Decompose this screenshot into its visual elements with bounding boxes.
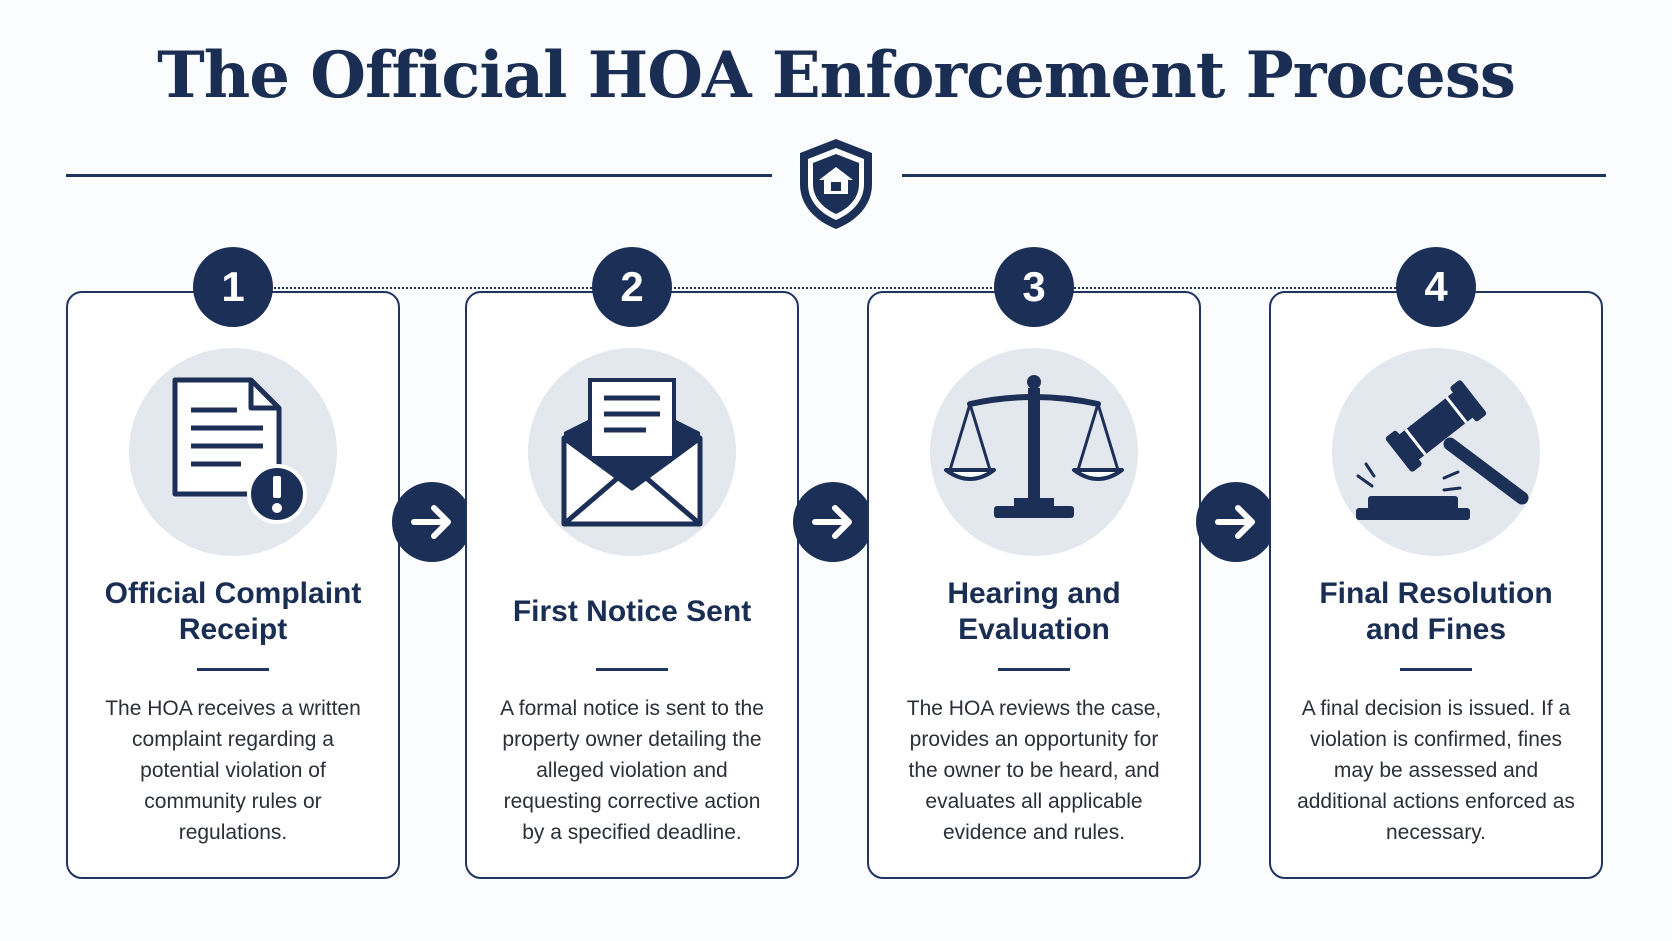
- arrow-right-icon: [1196, 482, 1276, 562]
- step-number-badge-1: 1: [193, 247, 273, 327]
- envelope-letter-icon: [528, 348, 736, 556]
- step-divider-2: [596, 668, 668, 671]
- step-divider-4: [1400, 668, 1472, 671]
- step-number-badge-4: 4: [1396, 247, 1476, 327]
- step-description-1: The HOA receives a written complaint regarding a potential violation of community rules or regulations.: [105, 697, 361, 844]
- arrow-right-icon: [392, 482, 472, 562]
- arrow-right-icon: [793, 482, 873, 562]
- page-title: The Official HOA Enforcement Process: [157, 38, 1515, 113]
- step-connector-line: [274, 287, 1444, 289]
- step-description-3: The HOA reviews the case, provides an opportunity for the owner to be heard, and evaluates all applicable evidence and rules.: [906, 697, 1162, 844]
- step-title-2: First Notice Sent: [512, 595, 752, 628]
- scales-icon: [930, 348, 1138, 556]
- shield-house-icon: [796, 136, 876, 232]
- step-number-badge-3: 3: [994, 247, 1074, 327]
- step-description-2: A formal notice is sent to the property owner detailing the alleged violation and requesting corrective action by a specified deadline.: [500, 697, 764, 844]
- step-number-badge-2: 2: [592, 247, 672, 327]
- step-description-4: A final decision is issued. If a violation is confirmed, fines may be assessed and additional actions enforced as necessary.: [1297, 697, 1575, 844]
- header-divider-left: [66, 174, 772, 177]
- step-divider-3: [998, 668, 1070, 671]
- document-alert-icon: [129, 348, 337, 556]
- header-divider-right: [902, 174, 1606, 177]
- step-title-3: Hearing and Evaluation: [947, 577, 1121, 646]
- gavel-icon: [1332, 348, 1540, 556]
- step-divider-1: [197, 668, 269, 671]
- step-title-1: Official Complaint Receipt: [104, 577, 362, 646]
- step-title-4: Final Resolution and Fines: [1319, 577, 1553, 646]
